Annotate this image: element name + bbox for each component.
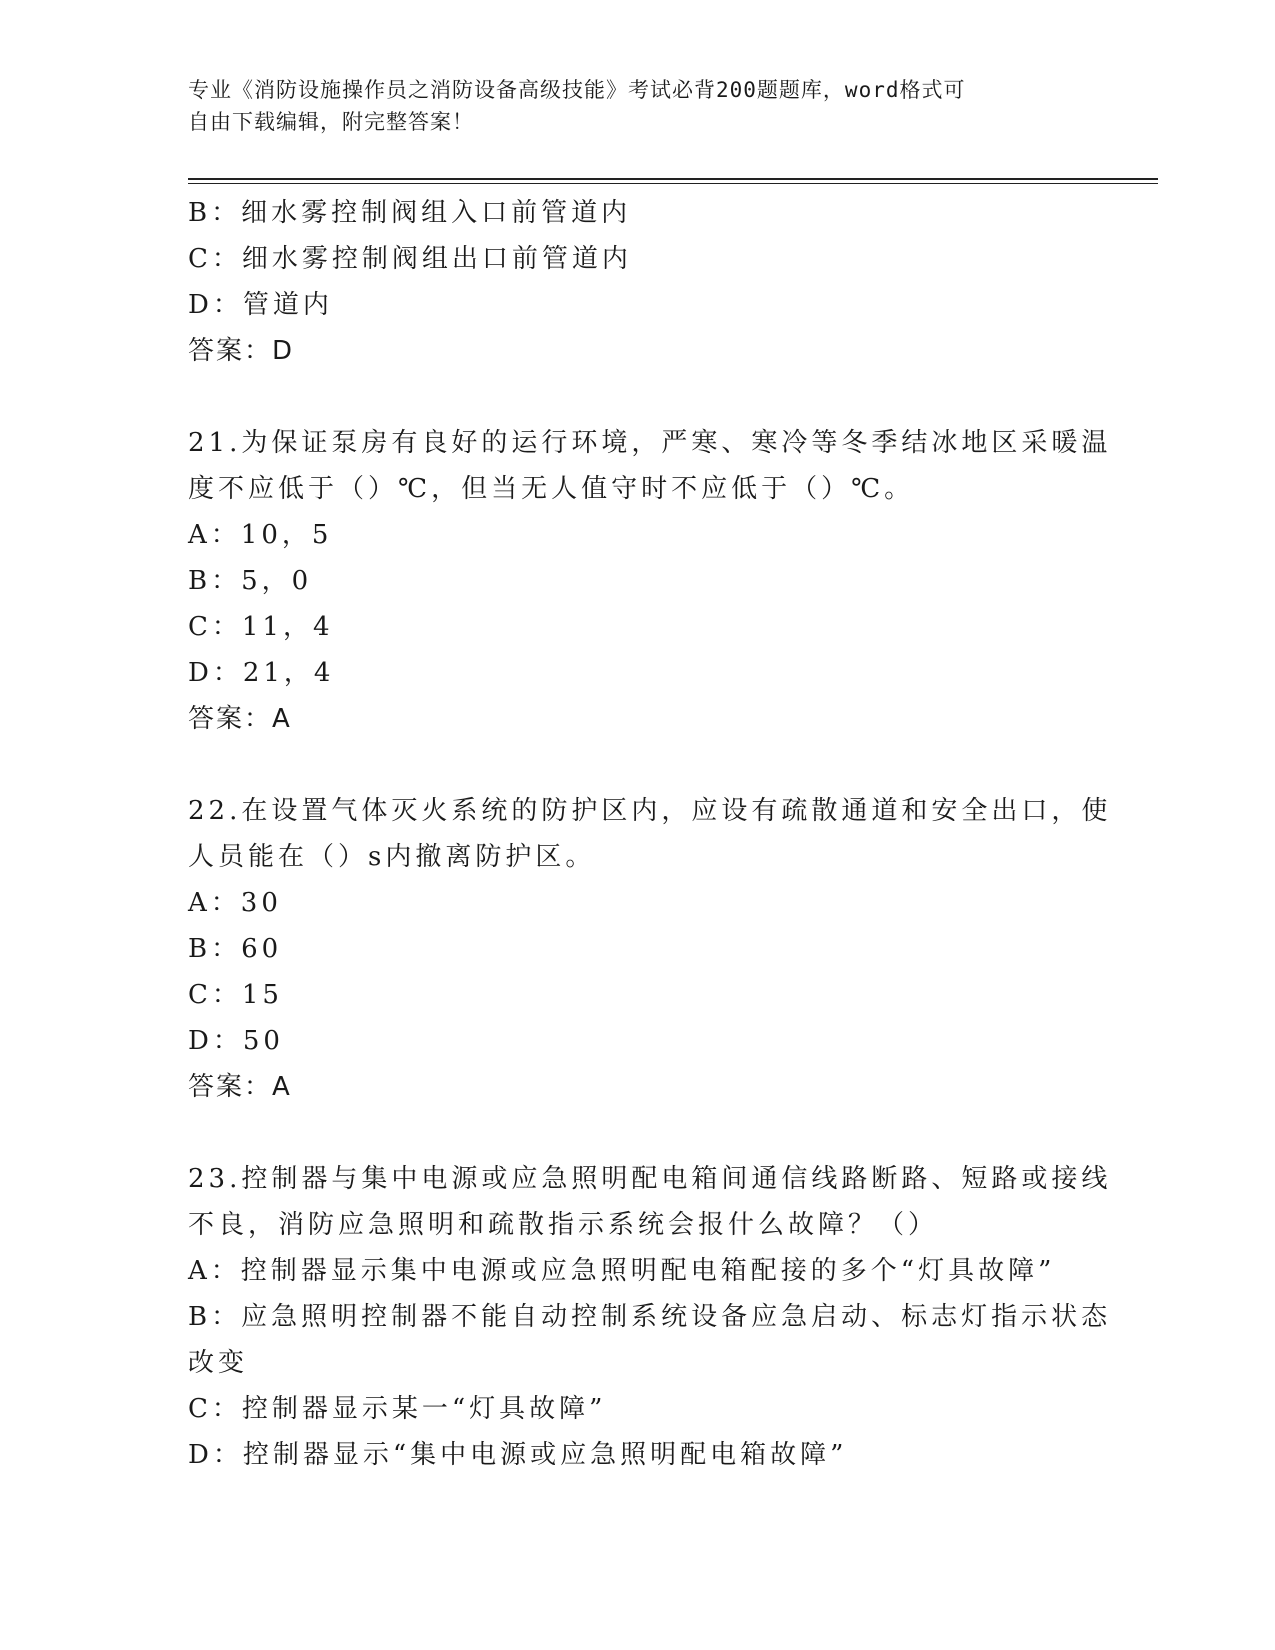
option-c: C：细水雾控制阀组出口前管道内 bbox=[188, 244, 632, 274]
option-b-continuation: 改变 bbox=[188, 1348, 249, 1378]
question-stem-line: 21.为保证泵房有良好的运行环境，严寒、寒冷等冬季结冰地区采暖温 bbox=[188, 428, 1112, 458]
option-d: D：控制器显示“集中电源或应急照明配电箱故障” bbox=[188, 1440, 848, 1470]
header-divider-thin bbox=[188, 183, 1158, 184]
question-23 bbox=[188, 1156, 1112, 1478]
option-d: D：管道内 bbox=[188, 290, 333, 320]
header-line-1: 专业《消防设施操作员之消防设备高级技能》考试必背200题题库，word格式可 bbox=[188, 78, 966, 102]
option-d: D：21，4 bbox=[188, 658, 335, 688]
document-header bbox=[188, 74, 1088, 138]
option-b: B：应急照明控制器不能自动控制系统设备应急启动、标志灯指示状态 bbox=[188, 1302, 1112, 1332]
question-stem-line: 人员能在（）s内撤离防护区。 bbox=[188, 842, 596, 872]
option-b: B：5，0 bbox=[188, 566, 313, 596]
question-21 bbox=[188, 420, 1112, 742]
question-20-tail bbox=[188, 190, 1088, 374]
option-c: C：控制器显示某一“灯具故障” bbox=[188, 1394, 607, 1424]
question-22 bbox=[188, 788, 1112, 1110]
question-spacer bbox=[188, 742, 1088, 788]
question-spacer bbox=[188, 374, 1088, 420]
option-b: B：60 bbox=[188, 934, 283, 964]
answer-line: 答案：D bbox=[188, 336, 295, 366]
header-divider-thick bbox=[188, 178, 1158, 180]
answer-line: 答案：A bbox=[188, 704, 292, 734]
question-spacer bbox=[188, 1110, 1088, 1156]
option-a: A：30 bbox=[188, 888, 282, 918]
option-b: B：细水雾控制阀组入口前管道内 bbox=[188, 198, 632, 228]
question-stem-line: 22.在设置气体灭火系统的防护区内，应设有疏散通道和安全出口，使 bbox=[188, 796, 1112, 826]
option-a: A：10，5 bbox=[188, 520, 333, 550]
question-list bbox=[188, 190, 1112, 1478]
question-stem-line: 度不应低于（）℃，但当无人值守时不应低于（）℃。 bbox=[188, 474, 915, 504]
option-a: A：控制器显示集中电源或应急照明配电箱配接的多个“灯具故障” bbox=[188, 1256, 1056, 1286]
option-c: C：11，4 bbox=[188, 612, 334, 642]
question-stem-line: 不良，消防应急照明和疏散指示系统会报什么故障？（） bbox=[188, 1210, 939, 1240]
option-c: C：15 bbox=[188, 980, 283, 1010]
option-d: D：50 bbox=[188, 1026, 284, 1056]
question-stem-line: 23.控制器与集中电源或应急照明配电箱间通信线路断路、短路或接线 bbox=[188, 1164, 1112, 1194]
answer-line: 答案：A bbox=[188, 1072, 292, 1102]
header-line-2: 自由下载编辑，附完整答案！ bbox=[188, 110, 474, 134]
